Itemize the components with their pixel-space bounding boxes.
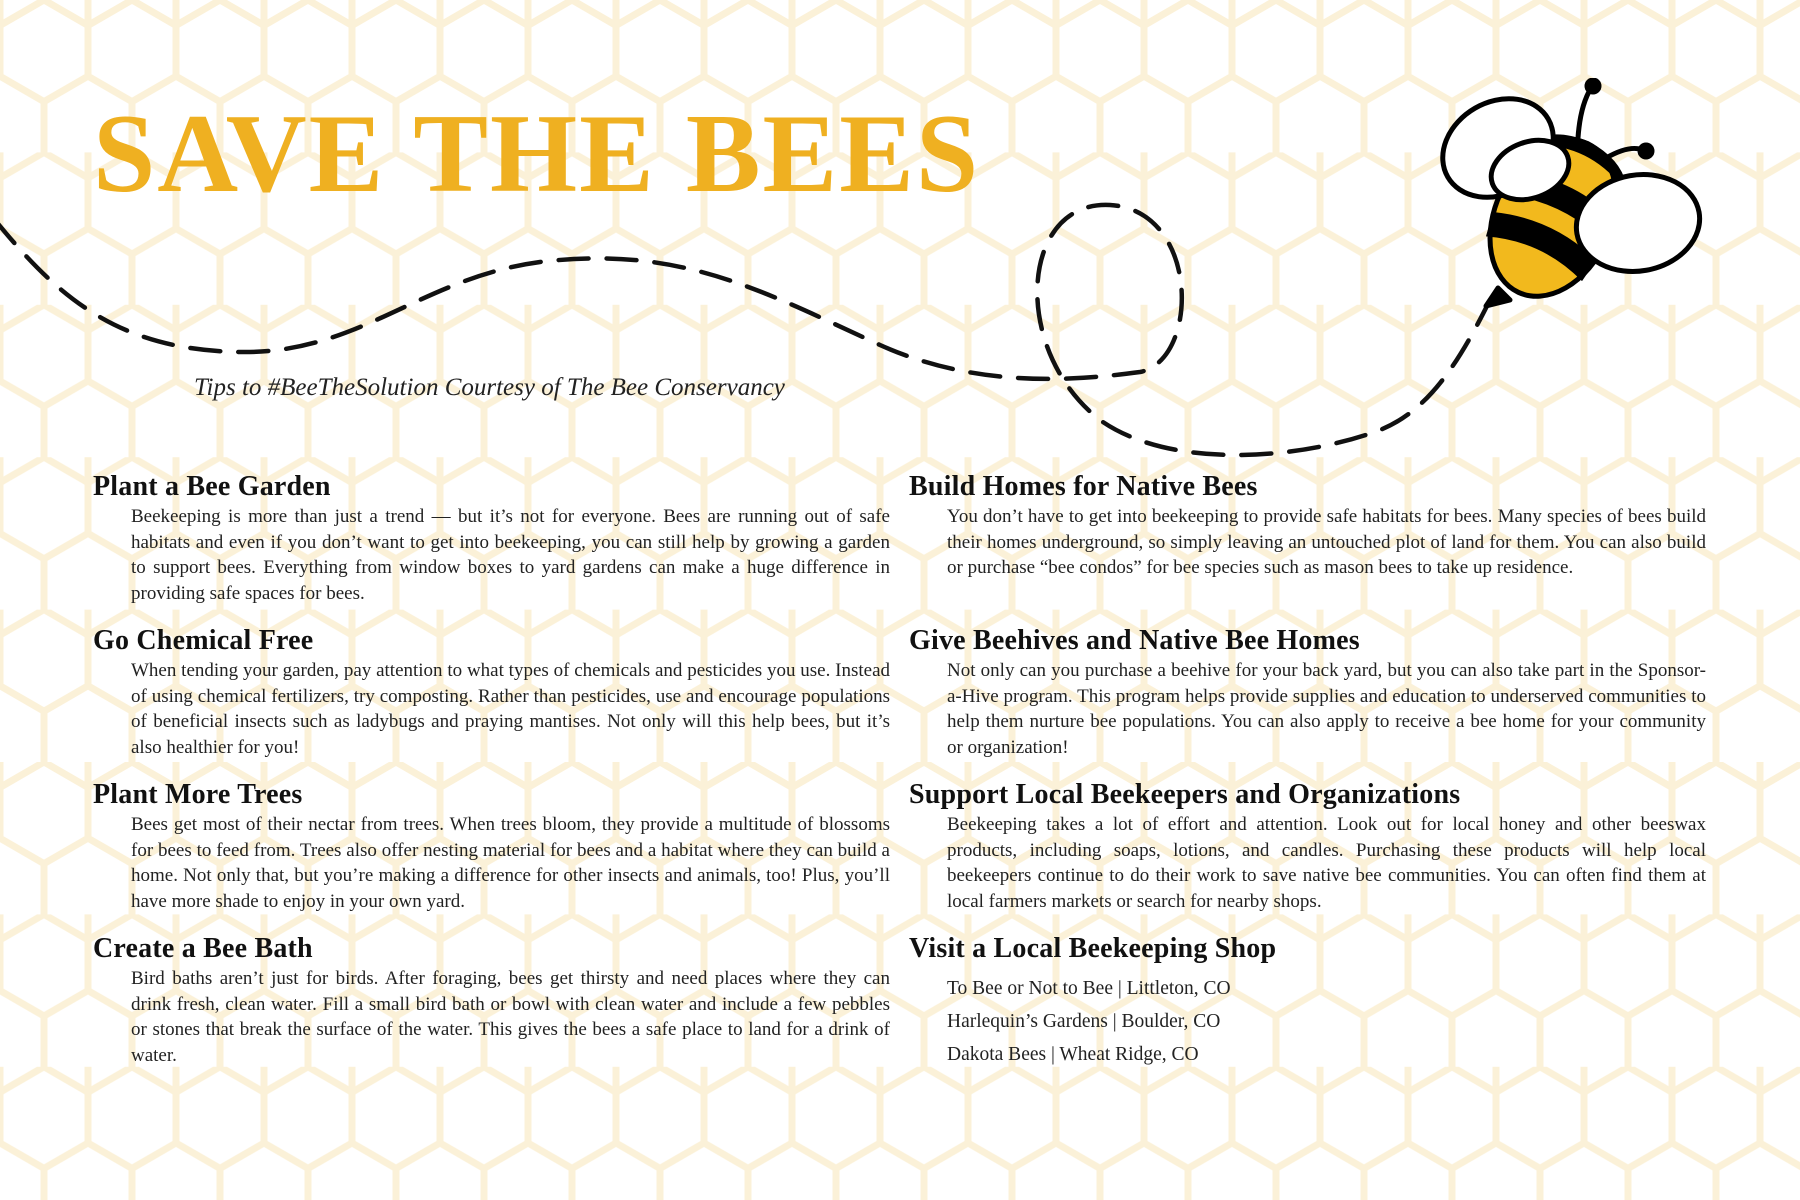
tip-plant-bee-garden <box>93 470 890 624</box>
tip-heading: Give Beehives and Native Bee Homes <box>909 625 1360 656</box>
tip-heading: Build Homes for Native Bees <box>909 471 1258 502</box>
tip-body: Not only can you purchase a beehive for your back yard, but you can also take part in the Sponsor-a-Hive program. This program helps provide supplies and education to underserved communities to help them nurture bee populations. You can also apply to receive a bee home for your community or organization! <box>947 660 1706 758</box>
shop-list-item: Harlequin’s Gardens | Boulder, CO <box>947 1011 1221 1032</box>
shop-list <box>947 972 1706 1071</box>
bee-icon <box>1428 78 1708 318</box>
page-title: SAVE THE BEES <box>93 92 981 216</box>
shop-list-item: To Bee or Not to Bee | Littleton, CO <box>947 978 1231 999</box>
left-tips-column <box>93 470 890 1086</box>
subtitle: Tips to #BeeTheSolution Courtesy of The Bee Conservancy <box>194 374 785 401</box>
tip-body: When tending your garden, pay attention to what types of chemicals and pesticides you use. Instead of using chemical fertilizers, try composting. Rather than pesticides, use and encourage populations of beneficial insects such as ladybugs and praying mantises. Not only will this help bees, but it’s also healthier for you! <box>131 660 890 758</box>
tip-heading: Create a Bee Bath <box>93 933 313 964</box>
tip-plant-more-trees <box>93 778 890 932</box>
tip-go-chemical-free <box>93 624 890 778</box>
tip-create-bee-bath <box>93 932 890 1086</box>
tip-give-beehives <box>909 624 1706 778</box>
tip-body: You don’t have to get into beekeeping to provide safe habitats for bees. Many species of bees build their homes underground, so simply leaving an untouched plot of land for them. You can also build or purchase “bee condos” for bee species such as mason bees to take up residence. <box>947 506 1706 578</box>
tip-body: Beekeeping is more than just a trend — but it’s not for everyone. Bees are running out of safe habitats and even if you don’t want to get into beekeeping, you can still help by growing a garden to support bees. Everything from window boxes to yard gardens can make a huge difference in providing safe spaces for bees. <box>131 506 890 604</box>
tip-heading: Visit a Local Beekeeping Shop <box>909 933 1277 964</box>
tip-body: Bees get most of their nectar from trees. When trees bloom, they provide a multitude of blossoms for bees to feed from. Trees also offer nesting material for bees and a habitat where they can build a home. Not only that, but you’re making a difference for other insects and animals, too! Plus, you’ll have more shade to enjoy in your own yard. <box>131 814 890 912</box>
tip-body: Bird baths aren’t just for birds. After foraging, bees get thirsty and need places where they can drink fresh, clean water. Fill a small bird bath or bowl with clean water and include a few pebbles or stones that break the surface of the water. This gives the bees a safe place to land for a drink of water. <box>131 968 890 1066</box>
shop-list-item: Dakota Bees | Wheat Ridge, CO <box>947 1044 1199 1065</box>
tip-support-local-beekeepers <box>909 778 1706 932</box>
tip-heading: Plant a Bee Garden <box>93 471 331 502</box>
tip-build-native-bee-homes <box>909 470 1706 624</box>
tip-heading: Go Chemical Free <box>93 625 314 656</box>
tip-body: Beekeeping takes a lot of effort and attention. Look out for local honey and other beeswax products, including soaps, lotions, and candles. Purchasing these products will help local beekeepers continue to do their work to save native bee communities. You can often find them at local farmers markets or search for nearby shops. <box>947 814 1706 912</box>
tip-visit-beekeeping-shop <box>909 932 1706 1086</box>
tip-heading: Support Local Beekeepers and Organizations <box>909 779 1461 810</box>
right-tips-column <box>909 470 1706 1086</box>
tip-heading: Plant More Trees <box>93 779 303 810</box>
